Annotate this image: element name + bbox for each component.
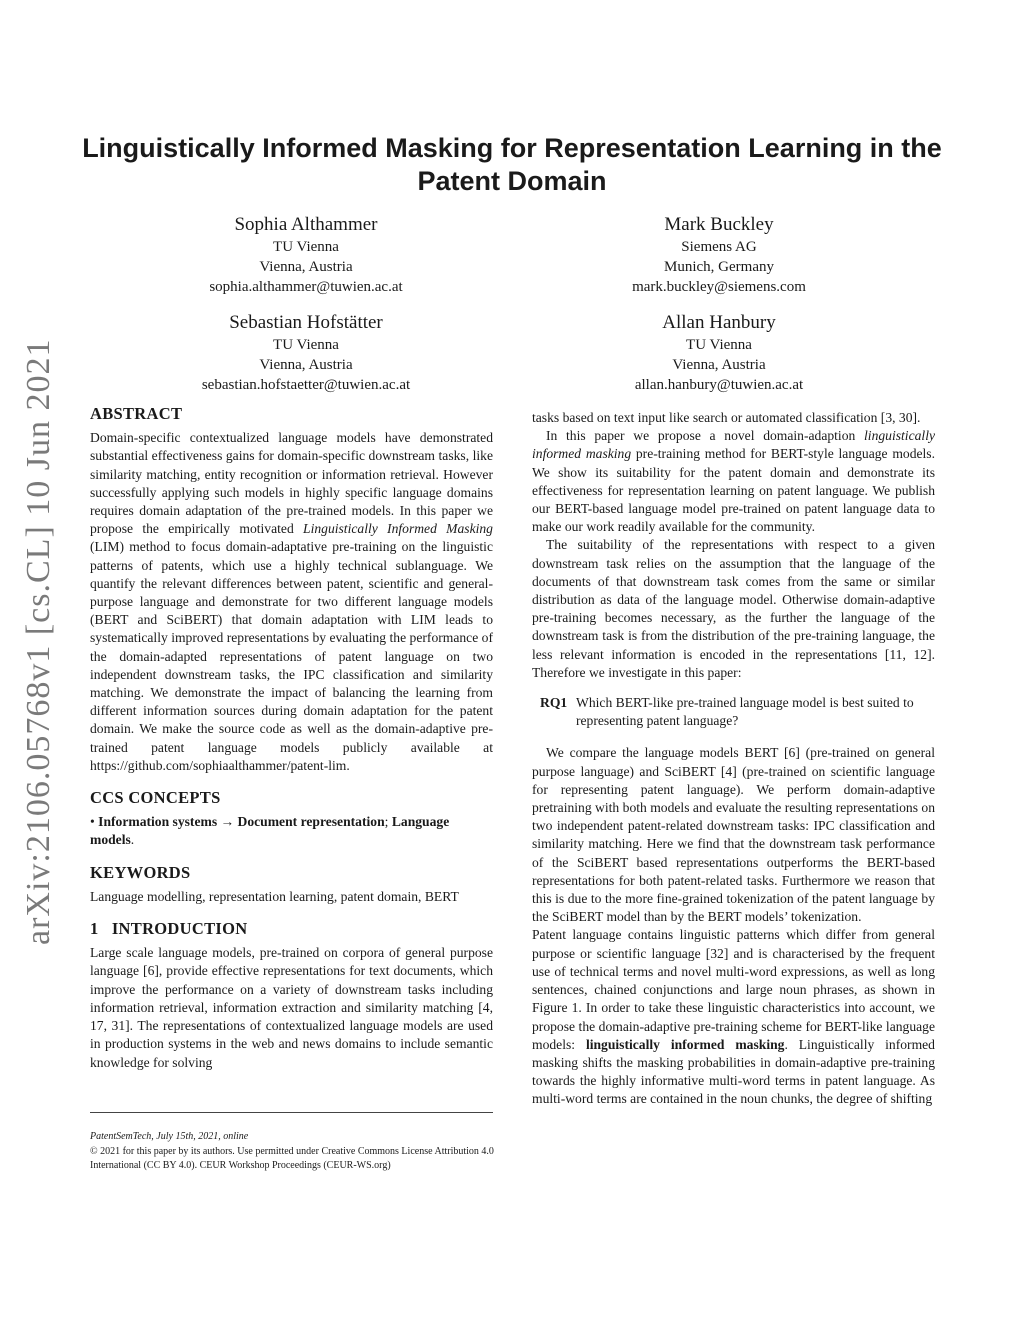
introduction-heading: 1 INTRODUCTION <box>90 919 248 939</box>
author-block <box>559 213 879 297</box>
author-location: Vienna, Austria <box>259 357 353 373</box>
author-name: Allan Hanbury <box>662 312 776 333</box>
author-location: Munich, Germany <box>664 259 774 275</box>
footnote-venue: PatentSemTech, July 15th, 2021, online <box>90 1131 249 1142</box>
keywords-text: Language modelling, representation learning, patent domain, BERT <box>90 888 459 904</box>
author-affiliation: Siemens AG <box>681 239 757 255</box>
author-name: Sebastian Hofstätter <box>229 312 383 333</box>
ccs-heading: CCS CONCEPTS <box>90 788 221 808</box>
author-email: allan.hanbury@tuwien.ac.at <box>634 377 804 393</box>
author-block <box>559 311 879 395</box>
footnote-license: © 2021 for this paper by its authors. Use permitted under Creative Commons License Attribution 4.0 International (CC BY 4.0). CEUR Workshop Proceedings (CEUR-WS.org) <box>90 1145 494 1171</box>
intro-paragraph: We compare the language models BERT [6] (pre-trained on general purpose language) and SciBERT [4] (pre-trained on scientific language for representing patent language). We perform domain-adaptive pretraining with both models and evaluate the resulting representations on two independent patent-related downstream tasks: IPC classification and similarity matching. Here we find that the downstream task performance of the SciBERT based representations outperforms the BERT-based representations for both patent-related tasks. Furthermore we reason that this is due to the more fine-grained tokenization of the patent language by the SciBERT model than by the BERT models’ tokenization. <box>532 745 935 925</box>
abstract-text: Domain-specific contextualized language models have demonstrated substantial effectiveness gains for domain-specific downstream tasks, like similarity matching, entity recognition or information retrieval. However successfully applying such models in highly specific language domains requires domain adaptation of the pre-trained models. In this paper we propose the empirically motivated Linguistically Informed Masking (LIM) method to focus domain-adaptative pre-training on the linguistic patterns of patents, which use a highly technical sublanguage. We quantify the relevant differences between patent, scientific and general-purpose language and demonstrate for two different language models (BERT and SciBERT) that domain adaptation with LIM leads to systematically improved representations by evaluating the performance of the domain-adapted representations of patent language on two independent downstream tasks, the IPC classification and similarity matching. We demonstrate the impact of balancing the learning from different information sources during domain adaptation for the patent domain. We make the source code as well as the domain-adaptive pre-trained patent language models publicly available at https://github.com/sophiaalthammer/patent-lim. <box>90 430 493 773</box>
intro-paragraph: In this paper we propose a novel domain-adaption linguistically informed masking pre-training method for BERT-style language models. We show its suitability for the patent domain and demonstrate its effectiveness for representation learning on patent language. We publish our BERT-based language model pre-trained on patent language data to make our work readily available for the community. <box>532 428 935 535</box>
author-location: Vienna, Austria <box>672 357 766 373</box>
abstract-heading: ABSTRACT <box>90 404 183 423</box>
intro-paragraph: Patent language contains linguistic patterns which differ from general purpose or scientific language [32] and is characterised by the frequent use of technical terms and novel multi-word expressions, as well as long sentences, chained conjunctions and large noun phrases, as shown in Figure 1. In order to take these linguistic characteristics into account, we propose the domain-adaptive pre-training scheme for BERT-like language models: linguistically informed masking. Linguistically informed masking shifts the masking probabilities in domain-adaptive pre-training towards the highly informative multi-word terms in patent language. As multi-word terms are contained in the noun chunks, the degree of shifting <box>532 927 935 1107</box>
author-affiliation: TU Vienna <box>686 337 752 353</box>
rq-label: RQ1 <box>540 695 568 711</box>
footnote <box>90 1130 495 1174</box>
author-email: sebastian.hofstaetter@tuwien.ac.at <box>201 377 411 393</box>
right-column <box>532 409 935 1109</box>
author-location: Vienna, Austria <box>259 259 353 275</box>
author-affiliation: TU Vienna <box>273 337 339 353</box>
research-question <box>540 694 935 730</box>
paper-title: Linguistically Informed Masking for Representation Learning in the Patent Domain <box>82 133 942 196</box>
keywords-heading: KEYWORDS <box>90 862 191 882</box>
left-column <box>90 405 493 1072</box>
author-email: sophia.althammer@tuwien.ac.at <box>209 279 403 295</box>
intro-paragraph: Large scale language models, pre-trained on corpora of general purpose language [6], provide effective representations for text documents, which improve the performance on a variety of downstream tasks including information retrieval, information extraction and similarity matching [4, 17, 31]. The representations of contextualized language models are used in production systems in the web and news domains to include semantic knowledge for solving <box>90 945 493 1070</box>
intro-paragraph: tasks based on text input like search or automated classification [3, 30]. <box>532 410 921 425</box>
intro-paragraph: The suitability of the representations with respect to a given downstream task relies on the assumption that the language of the documents of that downstream task comes from the same or similar distribution as data of the language model. Otherwise domain-adaptive pre-training becomes necessary, as the further the language of the downstream task is from the distribution of the pre-training language, the less relevant information is encoded in the representations [11, 12]. Therefore we investigate in this paper: <box>532 537 935 680</box>
author-block <box>146 311 466 395</box>
author-block <box>146 213 466 297</box>
author-affiliation: TU Vienna <box>273 239 339 255</box>
arxiv-identifier: arXiv:2106.05768v1 [cs.CL] 10 Jun 2021 <box>20 338 57 945</box>
author-name: Mark Buckley <box>664 214 774 235</box>
ccs-concepts: • Information systems → Document representation; Language models. <box>90 814 450 848</box>
footnote-divider <box>90 1112 493 1113</box>
author-name: Sophia Althammer <box>234 214 378 235</box>
author-email: mark.buckley@siemens.com <box>632 279 806 295</box>
rq-text: Which BERT-like pre-trained language model is best suited to representing patent language? <box>576 695 914 729</box>
